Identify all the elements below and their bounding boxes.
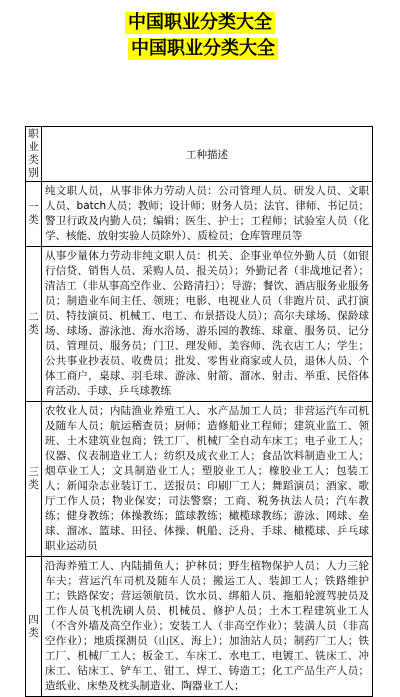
page-subtitle: 中国职业分类大全 [128,38,278,60]
category-cell: 二类 [26,247,42,402]
category-header-cell [26,127,42,182]
occupation-table [25,126,373,697]
category-header-char: 别 [28,167,39,179]
description-header-cell: 工种描述 [42,127,373,182]
table-row [26,402,373,557]
category-header-char: 职 [28,128,39,140]
table-header-row [26,127,373,182]
description-cell: 沿海养殖工人、内陆捕鱼人；护林员；野生植物保护人员；人力三轮车夫；营运汽车司机及随车人员；搬运工人、装卸工人；铁路维护工；铁路保安；营运领航员、饮水员、绑船人员、拖船轮渡驾驶员及工作人员飞机洗刷人员、机械员、修护人员；土木工程建筑业工人（不含外墙及高空作业）；安装工人（非高空作业）；装潢人员（非高空作业）；地质探测员（山区、海上）；加油站人员；制药厂工人；铁工厂、机械厂工人；板金工、车床工、水电工、电镀工、铣床工、冲床工、钻床工、铲车工、钳工、焊工、铸造工；化工产品生产人员；造纸业、床垫及枕头制造业、陶器业工人； [42,557,373,697]
description-cell: 从事少量体力劳动非纯文职人员：机关、企事业单位外勤人员（如银行信贷、销售人员、采购人员、报关员）；外勤记者（非战地记者）；清洁工（非从事高空作业、公路清扫）；导游；餐饮、酒店服务业服务员；制造业车间主任、领班；电影、电视业人员（非跑片员、武打演员、特技演员、机械工、电工、布景搭设人员）；高尔夫球场、保龄球场、球场、游泳池、海水浴场、游乐园的教练、球童、服务员、记分员、管理员、服务员；门卫、理发师、美容师、洗衣店工人；学生；公共事业抄表员、收费员；批发、零售业商家或人员，退休人员、个体工商户，桌球、羽毛球、游泳、射箭、溜冰、射击、举重、民俗体育活动、手球、乒乓球教练 [42,247,373,402]
table-row [26,182,373,247]
title-block [0,12,400,64]
category-header-char: 业 [28,141,39,153]
category-cell: 三类 [26,402,42,557]
category-cell: 一类 [26,182,42,247]
description-cell: 纯文职人员，从事非体力劳动人员：公司管理人员、研发人员、文职人员、batch人员；教师；设计师；财务人员；法官、律师、书记员；警卫行政及内勤人员；编辑；医生、护士；工程师；试验室人员（化学、核能、放射实验人员除外）、质检员；仓库管理员等 [42,182,373,247]
page-title: 中国职业分类大全 [125,12,275,34]
description-cell: 农牧业人员；内陆渔业养殖工人、水产品加工人员；非营运汽车司机及随车人员；航运稽查员；厨师；造修船业工程师；建筑业监工、领班、土木建筑业包商；铁工厂、机械厂全自动车床工；电子业工人；仪器、仪表制造业工人；纺织及成衣业工人；食品饮料制造业工人；烟草业工人；文具制造业工人；塑胶业工人；橡胶业工人；包装工人；新闻杂志业装订工、送报员；印刷厂工人；舞蹈演员；酒家、歌厅工作人员；物业保安；司法警察；工商、税务执法人员；汽车教练；健身教练；体操教练；篮球教练；橄榄球教练；游泳、网球、垒球、溜冰、篮球、田径、体操、帆船、泛舟、手球、橄榄球、乒乓球职业运动员 [42,402,373,557]
category-cell: 四类 [26,557,42,697]
category-header-char: 类 [28,154,39,166]
table-row [26,247,373,402]
